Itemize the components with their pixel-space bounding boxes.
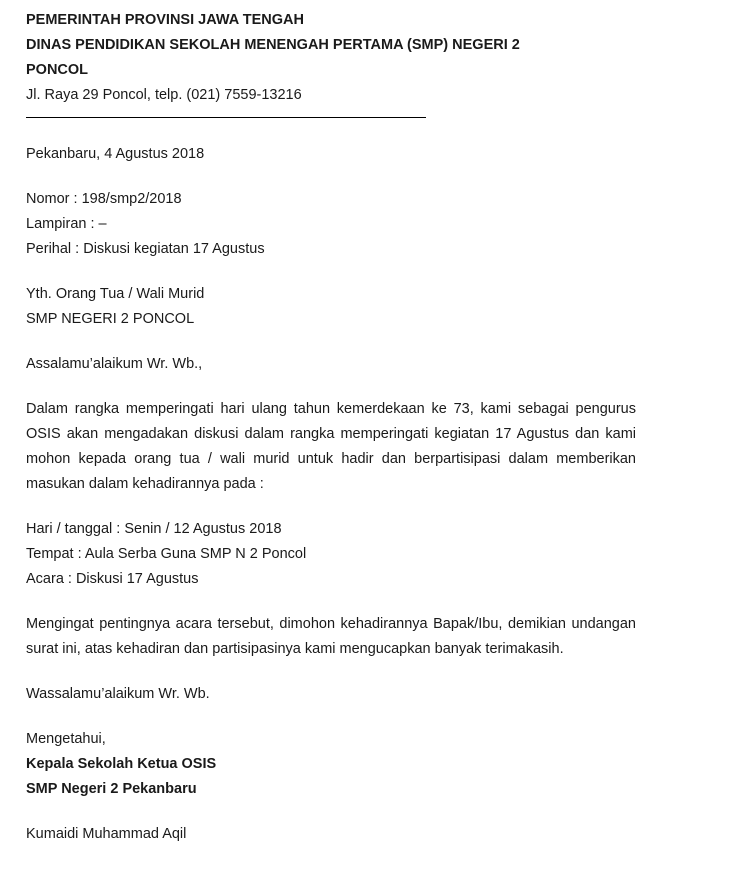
letter-recipient xyxy=(26,282,636,332)
signature-title: Kepala Sekolah Ketua OSIS xyxy=(26,756,217,772)
event-place: Tempat : Aula Serba Guna SMP N 2 Poncol xyxy=(26,546,307,562)
letterhead-divider xyxy=(26,117,426,118)
event-agenda: Acara : Diskusi 17 Agustus xyxy=(26,571,199,587)
greeting: Assalamu’alaikum Wr. Wb., xyxy=(26,356,203,372)
body-paragraph: Dalam rangka memperingati hari ulang tahun kemerdekaan ke 73, kami sebagai pengurus OSIS akan mengadakan diskusi dalam rangka memperingati kegiatan 17 Agustus dan kami mohon kepada orang tua / wali murid untuk hadir dan berpartisipasi dalam memberikan masukan dalam kehadirannya pada : xyxy=(26,401,636,492)
closing-paragraph: Mengingat pentingnya acara tersebut, dimohon kehadirannya Bapak/Ibu, demikian undangan surat ini, atas kehadiran dan partisipasinya kami mengucapkan banyak terimakasih. xyxy=(26,616,636,657)
letter-meta xyxy=(26,187,636,262)
letterhead-school: PONCOL xyxy=(26,62,89,78)
meta-perihal: Perihal : Diskusi kegiatan 17 Agustus xyxy=(26,241,265,257)
signature-name: Kumaidi Muhammad Aqil xyxy=(26,826,187,842)
signature-acknowledged: Mengetahui, xyxy=(26,731,106,747)
meta-lampiran: Lampiran : – xyxy=(26,216,107,232)
event-details xyxy=(26,517,636,592)
letterhead-address: Jl. Raya 29 Poncol, telp. (021) 7559-13216 xyxy=(26,87,302,103)
letterhead xyxy=(26,8,636,118)
letterhead-government: PEMERINTAH PROVINSI JAWA TENGAH xyxy=(26,12,304,28)
letter-date: Pekanbaru, 4 Agustus 2018 xyxy=(26,146,205,162)
farewell: Wassalamu’alaikum Wr. Wb. xyxy=(26,686,210,702)
signature-school: SMP Negeri 2 Pekanbaru xyxy=(26,781,197,797)
recipient-line-1: Yth. Orang Tua / Wali Murid xyxy=(26,286,205,302)
meta-nomor: Nomor : 198/smp2/2018 xyxy=(26,191,182,207)
event-date: Hari / tanggal : Senin / 12 Agustus 2018 xyxy=(26,521,282,537)
recipient-line-2: SMP NEGERI 2 PONCOL xyxy=(26,311,195,327)
signature-block xyxy=(26,727,636,847)
letterhead-agency: DINAS PENDIDIKAN SEKOLAH MENENGAH PERTAMA (SMP) NEGERI 2 xyxy=(26,37,520,53)
letter-document xyxy=(26,8,636,847)
